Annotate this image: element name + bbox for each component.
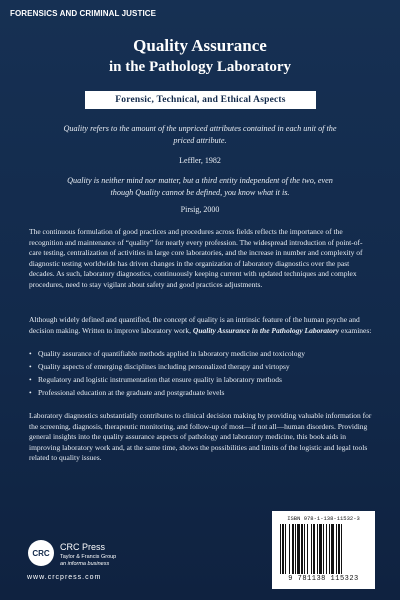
barcode-stripe: [304, 524, 305, 574]
logo-text: CRC: [32, 548, 50, 558]
book-title-line2: in the Pathology Laboratory: [108, 59, 292, 75]
subtitle: Forensic, Technical, and Ethical Aspects: [115, 95, 286, 105]
barcode-stripe: [331, 524, 334, 574]
barcode-stripe: [292, 524, 294, 574]
barcode: [272, 511, 375, 589]
publisher-name: CRC Press: [60, 542, 106, 552]
book-title-inline: Quality Assurance in the Pathology Laboratory: [192, 325, 340, 335]
barcode-stripe: [282, 524, 284, 574]
barcode-stripe: [317, 524, 318, 574]
quote-attribution-leffler: Leffler, 1982: [179, 156, 221, 165]
quote-attribution-pirsig: Pirsig, 2000: [180, 205, 220, 214]
publisher-group: Taylor & Francis Group: [60, 554, 117, 560]
barcode-stripe: [326, 524, 327, 574]
barcode-stripe: [289, 524, 290, 574]
barcode-stripe: [336, 524, 337, 574]
barcode-stripe: [341, 524, 342, 574]
topics-list: [29, 347, 372, 399]
quote-pirsig: Quality is neither mind nor matter, but a third entity independent of the two, even though Quality cannot be defined, you know what it is.: [67, 176, 333, 197]
list-item: • Quality assurance of quantifiable methods applied in laboratory medicine and toxicology: [29, 347, 372, 360]
description-paragraph-3: Laboratory diagnostics substantially contributes to clinical decision making by providing valuable information for the screening, diagnosis, therapeutic monitoring, and follow-up of most—if not all—human disorders. Providing general insights into the quality assurance aspects of pathology and laboratory medicine, this book aids in improving laboratory work and, at the same time, shows the possibilities and limits of the logistic and legal tools related to quality issues.: [29, 411, 372, 463]
book-title: Quality Assurance: [133, 36, 267, 55]
barcode-stripe: [297, 524, 300, 574]
isbn-label: ISBN 978-1-138-11532-3: [287, 515, 360, 522]
barcode-stripe: [313, 524, 315, 574]
paragraph2-tail: examines:: [339, 325, 372, 335]
quote-leffler: Quality refers to the amount of the unpriced attributes contained in each unit of the priced attribute.: [63, 124, 337, 145]
barcode-stripe: [329, 524, 330, 574]
subtitle-bar: [85, 91, 316, 109]
publisher-tagline: an informa business: [60, 561, 110, 567]
barcode-stripe: [285, 524, 286, 574]
barcode-stripe: [307, 524, 308, 574]
barcode-stripe: [311, 524, 312, 574]
paragraph2-text: Although widely defined and quantified, the concept of quality is an intrinsic feature of the human psyche and decision making. Written to improve laboratory work,: [29, 315, 360, 335]
list-item: • Quality aspects of emerging disciplines including personalized therapy and virtopsy: [29, 360, 372, 373]
description-paragraph-1: The continuous formulation of good practices and procedures across fields reflects the importance of the recognition and maintenance of “quality” for nearly every profession. The widespread introduction of point-of-care testing, centralization of activities in large core laboratories, and the increase in number and complexity of diagnostic testing worldwide has driven changes in the organization of laboratory diagnostics over the past decades. As such, laboratory diagnostics, continuously keeping current with updated techniques and complex procedures, need to stay vigilant about safety and good practices adjustments.: [29, 227, 363, 289]
barcode-stripe: [295, 524, 296, 574]
barcode-stripe: [338, 524, 340, 574]
description-paragraph-2: [29, 315, 372, 336]
barcode-stripe: [319, 524, 322, 574]
barcode-stripe: [280, 524, 281, 574]
list-item: • Regulatory and logistic instrumentation that ensure quality in laboratory methods: [29, 373, 372, 386]
barcode-number: 9 781138 115323: [288, 575, 359, 583]
list-item: • Professional education at the graduate and postgraduate levels: [29, 386, 372, 399]
barcode-bars: [280, 524, 367, 574]
barcode-stripe: [301, 524, 303, 574]
publisher-url: www.crcpress.com: [27, 574, 102, 581]
barcode-stripe: [323, 524, 324, 574]
series-label: FORENSICS AND CRIMINAL JUSTICE: [10, 9, 157, 18]
crc-logo: [28, 540, 54, 566]
